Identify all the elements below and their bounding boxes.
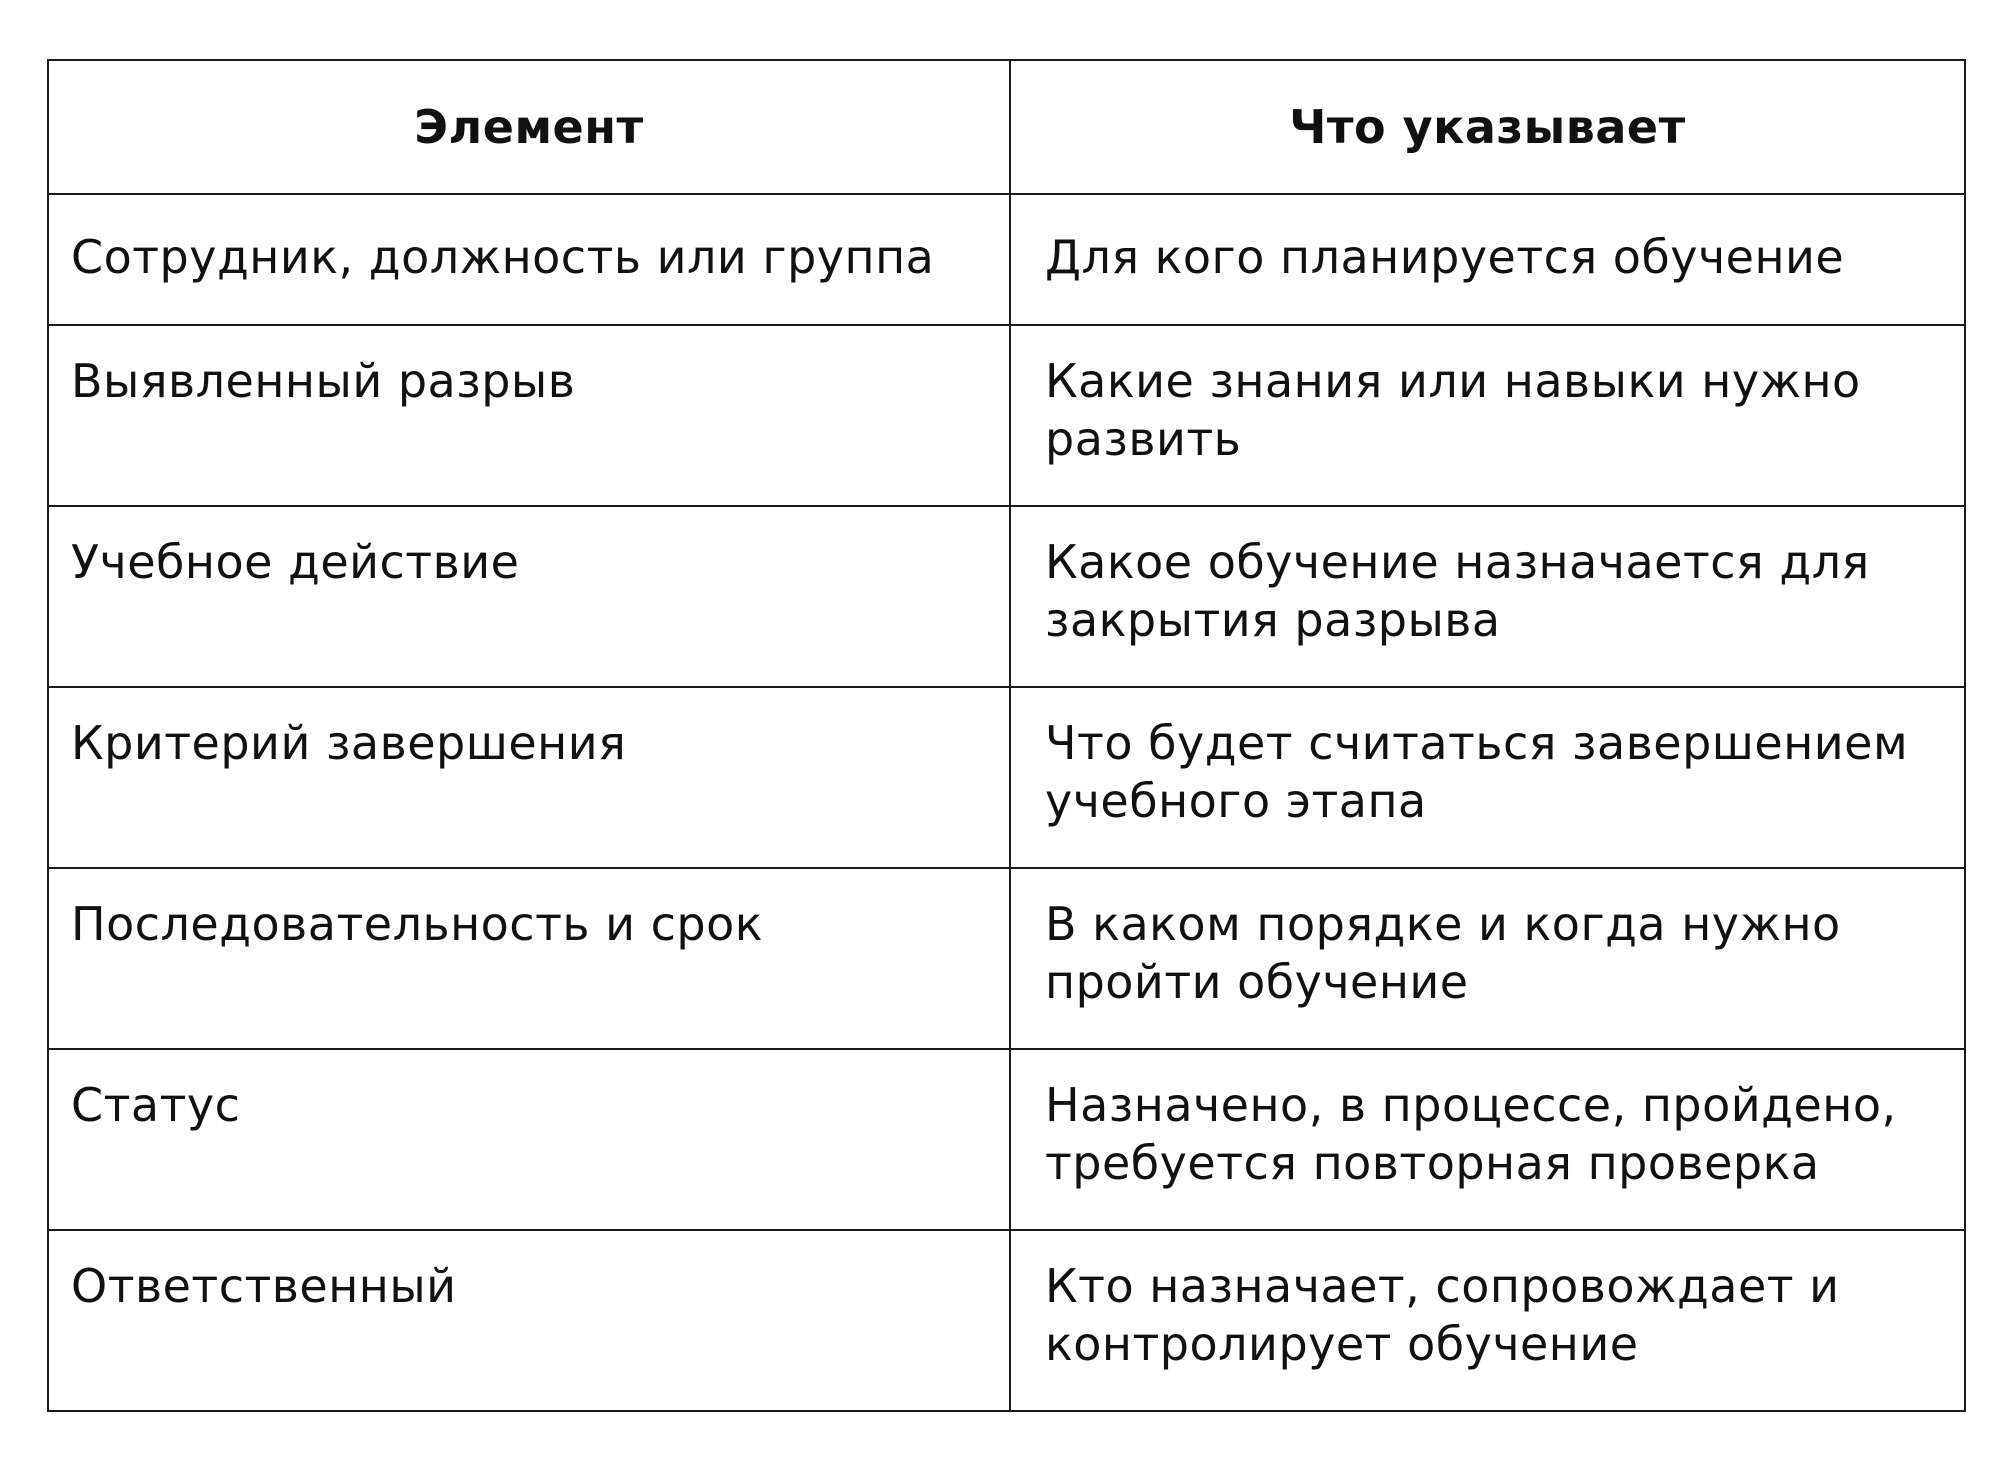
cell-element: Сотрудник, должность или группа: [48, 194, 1010, 325]
training-plan-table: [47, 59, 1966, 1412]
table-row: [48, 506, 1965, 687]
cell-element: Последовательность и срок: [48, 868, 1010, 1049]
training-plan-table-container: [47, 59, 1964, 1411]
header-what-it-indicates: Что указывает: [1010, 60, 1965, 194]
table-row: [48, 1230, 1965, 1411]
cell-meaning: В каком порядке и когда нужно пройти обучение: [1010, 868, 1965, 1049]
cell-element: Статус: [48, 1049, 1010, 1230]
cell-meaning: Кто назначает, сопровождает и контролирует обучение: [1010, 1230, 1965, 1411]
cell-meaning: Какое обучение назначается для закрытия разрыва: [1010, 506, 1965, 687]
header-row: [48, 60, 1965, 194]
table-row: [48, 687, 1965, 868]
cell-element: Критерий завершения: [48, 687, 1010, 868]
table-row: [48, 868, 1965, 1049]
table-row: [48, 1049, 1965, 1230]
table-row: [48, 325, 1965, 506]
cell-meaning: Для кого планируется обучение: [1010, 194, 1965, 325]
cell-element: Выявленный разрыв: [48, 325, 1010, 506]
cell-meaning: Назначено, в процессе, пройдено, требуется повторная проверка: [1010, 1049, 1965, 1230]
table-header: [48, 60, 1965, 194]
cell-element: Учебное действие: [48, 506, 1010, 687]
table-row: [48, 194, 1965, 325]
cell-element: Ответственный: [48, 1230, 1010, 1411]
cell-meaning: Какие знания или навыки нужно развить: [1010, 325, 1965, 506]
cell-meaning: Что будет считаться завершением учебного этапа: [1010, 687, 1965, 868]
table-body: [48, 194, 1965, 1411]
header-element: Элемент: [48, 60, 1010, 194]
